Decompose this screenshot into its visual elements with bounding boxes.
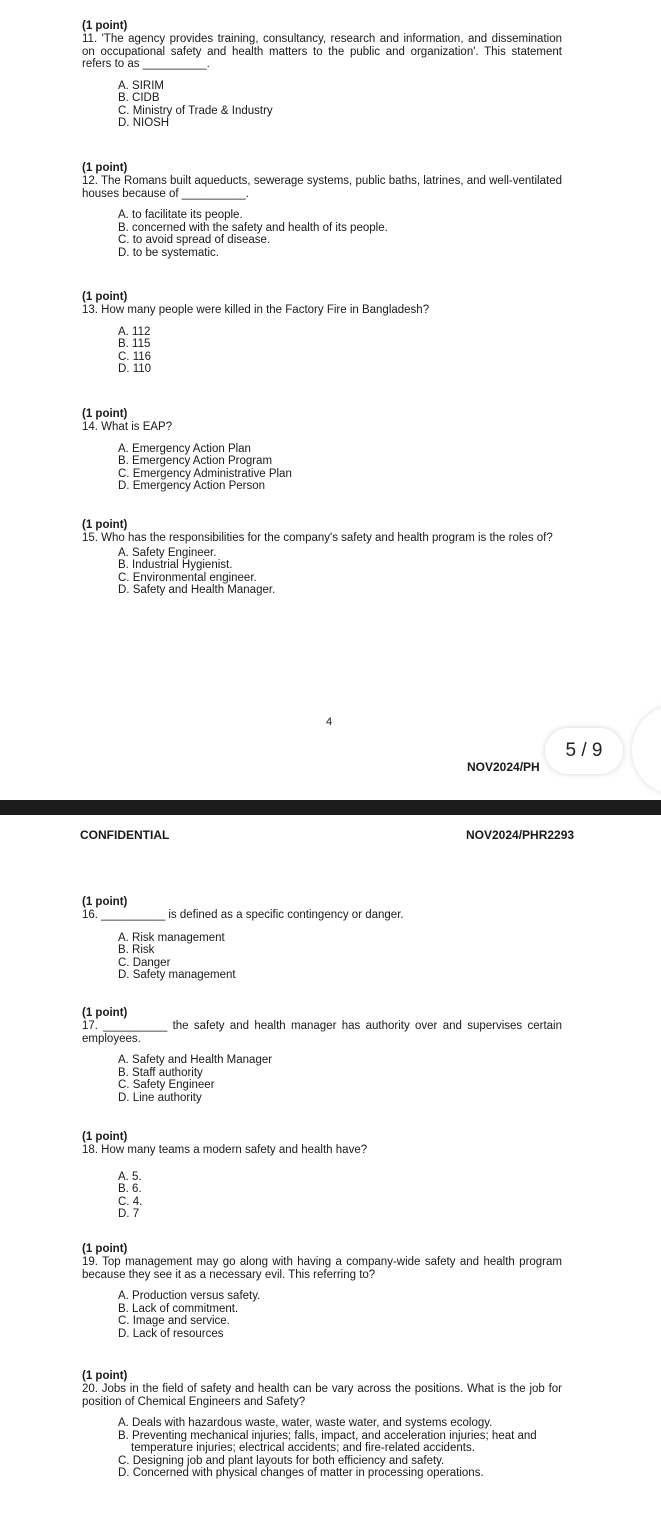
scroll-handle[interactable] bbox=[632, 705, 661, 795]
option: D. Line authority bbox=[118, 1091, 202, 1104]
question-text: 14. What is EAP? bbox=[82, 421, 173, 433]
question-text: 18. How many teams a modern safety and health have? bbox=[82, 1144, 368, 1156]
document-page-5 bbox=[0, 815, 661, 1523]
page-indicator: 5 / 9 bbox=[545, 728, 623, 774]
point-label: (1 point) bbox=[82, 1007, 128, 1019]
question-20 bbox=[82, 1370, 562, 1480]
option: D. Concerned with physical changes of matter in processing operations. bbox=[118, 1467, 484, 1479]
question-11 bbox=[82, 20, 562, 130]
option: B. Staff authority bbox=[118, 1066, 203, 1079]
option: B. 6. bbox=[118, 1183, 142, 1195]
header-confidential: CONFIDENTIAL bbox=[80, 828, 170, 842]
question-15 bbox=[82, 519, 562, 597]
option: B. Preventing mechanical injuries; falls, impact, and acceleration injuries; heat and temperature injuries; electrical accidents; and fire-related accidents. bbox=[118, 1429, 537, 1454]
option: D. NIOSH bbox=[118, 117, 170, 129]
options-list bbox=[118, 1054, 562, 1104]
option: D. Safety and Health Manager. bbox=[118, 584, 276, 596]
question-13 bbox=[82, 291, 562, 376]
option: C. 116 bbox=[118, 350, 152, 363]
option: A. Emergency Action Plan bbox=[118, 442, 251, 455]
option: A. Safety and Health Manager bbox=[118, 1054, 273, 1066]
point-label: (1 point) bbox=[82, 1131, 128, 1143]
question-text: 11. 'The agency provides training, consultancy, research and information, and dissemination on occupational safety and health matters to the public and organization'. This statement refers to as __________. bbox=[82, 33, 562, 70]
option: C. Ministry of Trade & Industry bbox=[118, 104, 273, 117]
option: A. 5. bbox=[118, 1170, 142, 1183]
options-list bbox=[118, 443, 562, 493]
question-19 bbox=[82, 1243, 562, 1340]
option: D. Safety management bbox=[118, 969, 236, 981]
question-16 bbox=[82, 896, 562, 982]
point-label: (1 point) bbox=[82, 1370, 128, 1382]
options-list bbox=[118, 547, 562, 597]
option: C. Environmental engineer. bbox=[118, 571, 257, 584]
option: D. Lack of resources bbox=[118, 1327, 224, 1340]
question-text: 15. Who has the responsibilities for the company's safety and health program is the roles of? bbox=[82, 532, 553, 544]
question-14 bbox=[82, 408, 562, 493]
option: A. Deals with hazardous waste, water, waste water, and systems ecology. bbox=[118, 1417, 493, 1429]
option: B. CIDB bbox=[118, 92, 160, 104]
options-list bbox=[118, 1171, 562, 1221]
question-text: 12. The Romans built aqueducts, sewerage systems, public baths, latrines, and well-ventilated houses because of __________. bbox=[82, 175, 562, 200]
point-label: (1 point) bbox=[82, 162, 128, 174]
option: B. concerned with the safety and health of its people. bbox=[118, 221, 388, 234]
question-text: 20. Jobs in the field of safety and health can be vary across the positions. What is the job for position of Chemical Engineers and Safety? bbox=[82, 1383, 562, 1408]
options-list bbox=[118, 1290, 562, 1340]
page-divider bbox=[0, 800, 661, 815]
option: D. 110 bbox=[118, 363, 152, 375]
option: C. Safety Engineer bbox=[118, 1079, 215, 1091]
page-number: 4 bbox=[326, 716, 333, 728]
options-list bbox=[118, 80, 562, 130]
point-label: (1 point) bbox=[82, 291, 128, 303]
header-code: NOV2024/PHR2293 bbox=[466, 828, 575, 842]
question-12 bbox=[82, 162, 562, 259]
options-list bbox=[118, 932, 562, 982]
option: A. Safety Engineer. bbox=[118, 546, 217, 559]
question-18 bbox=[82, 1131, 562, 1221]
option: B. Risk bbox=[118, 944, 155, 956]
option: D. to be systematic. bbox=[118, 246, 219, 259]
option: A. Risk management bbox=[118, 931, 225, 944]
option: B. Emergency Action Program bbox=[118, 455, 273, 467]
option: C. to avoid spread of disease. bbox=[118, 234, 271, 246]
point-label: (1 point) bbox=[82, 1243, 128, 1255]
options-list bbox=[118, 1417, 562, 1480]
option: A. Production versus safety. bbox=[118, 1290, 261, 1302]
question-text: 17. __________ the safety and health manager has authority over and supervises certain employees. bbox=[82, 1020, 562, 1045]
option: D. 7 bbox=[118, 1208, 140, 1220]
option: C. Designing job and plant layouts for both efficiency and safety. bbox=[118, 1454, 445, 1467]
option: A. 112 bbox=[118, 325, 151, 338]
point-label: (1 point) bbox=[82, 896, 128, 908]
option: C. 4. bbox=[118, 1195, 143, 1208]
option: B. Industrial Hygienist. bbox=[118, 559, 233, 571]
options-list bbox=[118, 209, 562, 259]
question-text: 19. Top management may go along with having a company-wide safety and health program because they see it as a necessary evil. This referring to? bbox=[82, 1256, 562, 1281]
option: C. Image and service. bbox=[118, 1315, 230, 1327]
footer-code: NOV2024/PH bbox=[467, 760, 540, 774]
question-text: 16. __________ is defined as a specific contingency or danger. bbox=[82, 909, 404, 921]
option: B. Lack of commitment. bbox=[118, 1302, 239, 1315]
option: A. SIRIM bbox=[118, 79, 165, 92]
option: D. Emergency Action Person bbox=[118, 480, 266, 492]
point-label: (1 point) bbox=[82, 519, 128, 531]
point-label: (1 point) bbox=[82, 408, 128, 420]
option: A. to facilitate its people. bbox=[118, 209, 243, 221]
question-text: 13. How many people were killed in the Factory Fire in Bangladesh? bbox=[82, 304, 430, 316]
option: C. Emergency Administrative Plan bbox=[118, 467, 292, 480]
option: B. 115 bbox=[118, 338, 151, 350]
question-17 bbox=[82, 1007, 562, 1104]
option: C. Danger bbox=[118, 956, 171, 969]
options-list bbox=[118, 326, 562, 376]
point-label: (1 point) bbox=[82, 20, 128, 32]
